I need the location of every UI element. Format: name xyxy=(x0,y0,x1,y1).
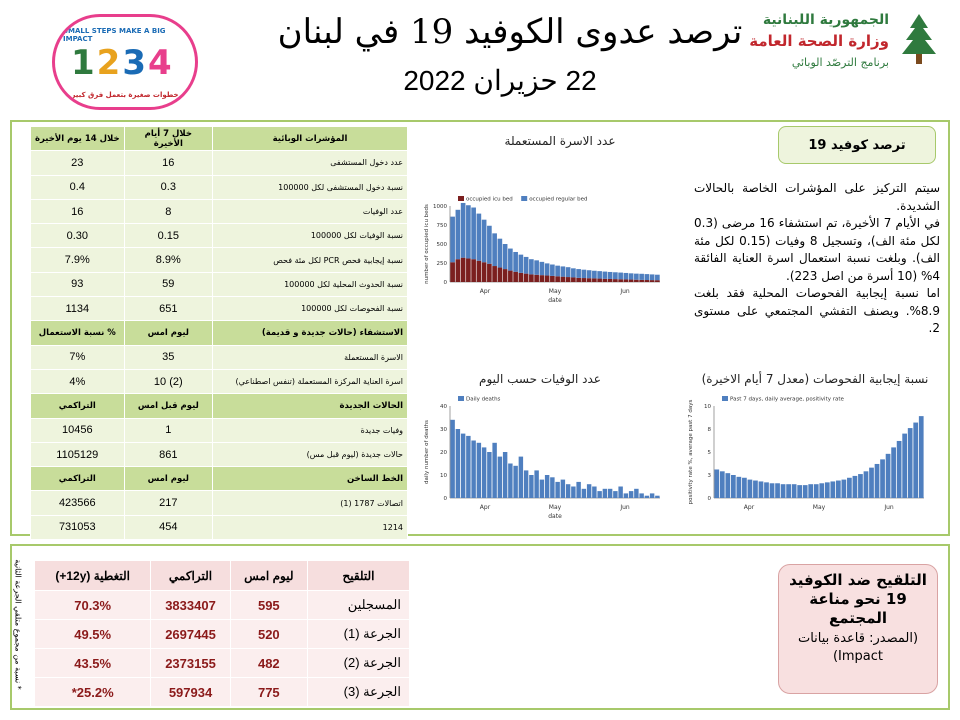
bar xyxy=(545,263,550,275)
bar xyxy=(561,480,565,498)
bar xyxy=(847,478,852,498)
cedar-icon xyxy=(894,12,944,68)
bar xyxy=(482,220,487,263)
tick-label: Jun xyxy=(884,504,894,511)
bar xyxy=(582,278,587,282)
table-row: المسجلين 595 3833407 70.3% xyxy=(35,591,410,620)
bar xyxy=(624,493,628,498)
hospital-header-row: الاستشفاء (حالات جديدة و قديمة) ليوم امس % نسبة الاستعمال xyxy=(31,321,408,345)
bar xyxy=(797,485,802,498)
indicators-table xyxy=(30,126,408,540)
report-date: 22 حزيران 2022 xyxy=(403,65,597,96)
bar xyxy=(503,452,507,498)
bar xyxy=(513,272,518,282)
col-indicator: المؤشرات الوبائية xyxy=(213,127,408,151)
tick-label: Apr xyxy=(479,288,491,295)
bar xyxy=(759,481,764,498)
bar xyxy=(508,249,513,271)
bar xyxy=(639,280,644,282)
bar xyxy=(471,441,475,499)
bar xyxy=(618,273,623,280)
tick-label: Jun xyxy=(620,504,630,511)
bar xyxy=(477,214,482,261)
bar xyxy=(618,487,622,499)
tick-label: 40 xyxy=(440,404,447,410)
bar xyxy=(639,493,643,498)
bar xyxy=(608,489,612,498)
bar xyxy=(503,244,508,269)
bar xyxy=(487,264,492,282)
table-row: اتصالات 1787 (1) 217 423566 xyxy=(31,491,408,515)
bar xyxy=(634,274,639,280)
bar xyxy=(534,275,539,282)
bar xyxy=(519,457,523,498)
bar xyxy=(540,262,545,275)
tick-label: 8 xyxy=(707,427,711,433)
bar xyxy=(624,273,629,279)
bar xyxy=(456,429,460,498)
bar xyxy=(576,278,581,282)
new-cases-header-row: الحالات الجديدة ليوم قبل امس التراكمي xyxy=(31,394,408,418)
tick-label: 0 xyxy=(443,496,447,502)
bar xyxy=(487,226,492,264)
bar xyxy=(634,280,639,282)
bar xyxy=(456,259,461,282)
bar xyxy=(608,279,613,282)
deaths-chart-title: عدد الوفيات حسب اليوم xyxy=(479,372,601,386)
bar xyxy=(513,466,517,498)
bar xyxy=(650,280,655,282)
tick-label: 0 xyxy=(443,280,447,286)
bar xyxy=(919,416,924,498)
bar xyxy=(540,480,544,498)
campaign-digits: 1234 xyxy=(71,43,174,83)
table-row: وفيات جديدة 1 10456 xyxy=(31,418,408,442)
bar xyxy=(571,277,576,282)
bar xyxy=(597,491,601,498)
summary-paragraph: سيتم التركيز على المؤشرات الخاصة بالحالات الشديدة. xyxy=(694,181,940,213)
bar xyxy=(592,278,597,282)
tick-label: 3 xyxy=(707,473,711,479)
bar xyxy=(629,280,634,282)
page-title: ترصد عدوى الكوفيد 19 في لبنان xyxy=(277,12,743,52)
bar xyxy=(650,274,655,280)
x-axis-label: date xyxy=(548,513,562,520)
bar xyxy=(655,496,659,498)
table-row: الجرعة (2) 482 2373155 43.5% xyxy=(35,649,410,678)
bar xyxy=(737,477,742,498)
vaccination-table xyxy=(34,560,410,707)
bar xyxy=(603,272,608,279)
bar xyxy=(869,468,874,498)
bar xyxy=(513,252,518,272)
table-row: 1214 454 731053 xyxy=(31,515,408,539)
bar xyxy=(492,443,496,498)
bar xyxy=(545,475,549,498)
bar xyxy=(529,259,534,274)
bar xyxy=(650,493,654,498)
bar xyxy=(645,274,650,280)
bar xyxy=(582,489,586,498)
bar xyxy=(571,268,576,277)
bar xyxy=(587,484,591,498)
bar xyxy=(613,279,618,282)
bar xyxy=(555,482,559,498)
bar xyxy=(645,280,650,282)
bar xyxy=(618,279,623,282)
tick-label: 750 xyxy=(436,223,447,229)
bar xyxy=(645,496,649,498)
table-row: نسبة الحدوث المحلية لكل 100000 59 93 xyxy=(31,272,408,296)
bar xyxy=(770,483,775,498)
bar xyxy=(466,258,471,282)
ministry-program: برنامج الترصّد الوبائي xyxy=(791,56,889,69)
hotline-header-row: الخط الساخن ليوم امس التراكمي xyxy=(31,467,408,491)
legend-swatch xyxy=(722,396,728,401)
table-row: عدد الوفيات 8 16 xyxy=(31,199,408,223)
bar xyxy=(714,469,719,498)
tick-label: 250 xyxy=(436,261,447,267)
bar xyxy=(587,278,592,282)
bar xyxy=(550,265,555,276)
bar xyxy=(450,262,455,282)
bar xyxy=(587,270,592,278)
y-axis-label: daily number of deaths xyxy=(424,420,430,484)
campaign-slogan-ar: خطوات صغيرة بتعمل فرق كبير xyxy=(71,91,179,99)
bar xyxy=(529,475,533,498)
bar xyxy=(545,276,550,282)
bar xyxy=(908,428,913,498)
bar xyxy=(608,272,613,279)
bar xyxy=(592,487,596,499)
bar xyxy=(498,457,502,498)
bar xyxy=(786,484,791,498)
bar xyxy=(842,480,847,498)
vaccination-footnote: * نسبة من مجموع متلقي الجرعة الثانية xyxy=(13,559,23,690)
beds-chart-title: عدد الاسرة المستعملة xyxy=(504,134,616,148)
bar xyxy=(897,441,902,498)
bar xyxy=(886,454,891,498)
col-14days: خلال 14 يوم الأخيرة xyxy=(31,127,125,151)
bar xyxy=(477,443,481,498)
bar xyxy=(524,257,529,274)
summary-title: ترصد كوفيد 19 xyxy=(778,126,936,164)
bar xyxy=(858,474,863,498)
bar xyxy=(461,434,465,498)
bar xyxy=(524,274,529,282)
y-axis-label: positivity rate %, average past 7 days xyxy=(688,399,694,505)
legend-label: Past 7 days, daily average, positivity rate xyxy=(730,396,844,403)
bar xyxy=(482,447,486,498)
bar xyxy=(498,268,503,282)
ministry-name: وزارة الصحة العامة xyxy=(749,32,889,50)
tick-label: Apr xyxy=(479,504,491,511)
tick-label: 500 xyxy=(436,242,447,248)
bar xyxy=(576,269,581,278)
bar xyxy=(803,485,808,498)
vaccination-box-source: (المصدر: قاعدة بيانات Impact) xyxy=(797,631,919,664)
bar xyxy=(603,279,608,282)
bar xyxy=(492,266,497,282)
summary-text xyxy=(694,180,940,338)
table-row: عدد دخول المستشفى 16 23 xyxy=(31,151,408,175)
bar xyxy=(503,269,508,282)
tick-label: May xyxy=(812,504,826,511)
col-7days: خلال 7 أيام الأخيرة xyxy=(124,127,212,151)
bar xyxy=(534,260,539,274)
bar xyxy=(597,279,602,282)
bar xyxy=(624,279,629,282)
bar xyxy=(720,471,725,498)
table-row: الاسرة المستعملة 35 7% xyxy=(31,345,408,369)
bar xyxy=(880,459,885,498)
x-axis-label: date xyxy=(548,297,562,304)
legend-swatch xyxy=(521,196,527,201)
summary-paragraph: اما نسبة إيجابية الفحوصات المحلية فقد بلغت 8.9%. ويصنف التفشي المجتمعي على مستوى 2. xyxy=(694,286,940,335)
bar xyxy=(792,484,797,498)
tick-label: 1000 xyxy=(433,204,447,210)
bar xyxy=(571,487,575,499)
bar xyxy=(461,203,466,258)
tick-label: 5 xyxy=(707,450,711,456)
table-row: حالات جديدة (ليوم قبل مس) 861 1105129 xyxy=(31,442,408,466)
bar xyxy=(819,483,824,498)
bar xyxy=(613,491,617,498)
tick-label: 0 xyxy=(707,496,711,502)
tick-label: Jun xyxy=(620,288,630,295)
vaccination-summary-box xyxy=(778,564,938,694)
tick-label: 10 xyxy=(704,404,711,410)
bar xyxy=(597,271,602,278)
bar xyxy=(836,481,841,498)
bar xyxy=(582,270,587,278)
bar xyxy=(655,280,660,282)
bar xyxy=(555,266,560,277)
bar xyxy=(555,276,560,282)
bar xyxy=(466,205,471,258)
bar xyxy=(603,489,607,498)
bar xyxy=(902,434,907,498)
bar xyxy=(629,491,633,498)
campaign-slogan-en: SMALL STEPS MAKE A BIG IMPACT xyxy=(63,27,166,43)
bar xyxy=(461,258,466,282)
vaccination-header-row: التلقيح ليوم امس التراكمي التغطية (12y+) xyxy=(35,561,410,591)
bar xyxy=(781,484,786,498)
vaccination-box-title: التلقيح ضد الكوفيد 19 نحو مناعة المجتمع xyxy=(789,571,927,627)
ministry-country: الجمهورية اللبنانية xyxy=(762,12,889,28)
indicators-header-row xyxy=(31,127,408,151)
bar xyxy=(913,423,918,498)
campaign-logo xyxy=(52,14,198,110)
tick-label: 30 xyxy=(440,427,447,433)
bar xyxy=(477,261,482,282)
y-axis-label: number of occupied icu beds xyxy=(424,204,430,284)
bar xyxy=(775,483,780,498)
legend-swatch xyxy=(458,196,464,201)
tick-label: May xyxy=(548,288,562,295)
bar xyxy=(492,233,497,266)
bar xyxy=(466,436,470,498)
bar xyxy=(471,208,476,260)
bar xyxy=(519,273,524,282)
bar xyxy=(450,217,455,263)
tick-label: 20 xyxy=(440,450,447,456)
positivity-chart-title: نسبة إيجابية الفحوصات (معدل 7 أيام الاخيرة) xyxy=(701,372,929,386)
bar xyxy=(825,482,830,498)
bar xyxy=(498,239,503,268)
bar xyxy=(471,259,476,282)
legend-label: occupied regular bed xyxy=(529,196,588,203)
bar xyxy=(814,484,819,498)
ministry-logo xyxy=(744,10,944,80)
bar xyxy=(613,272,618,279)
legend-swatch xyxy=(458,396,464,401)
table-row: نسبة إيجابية فحص PCR لكل مئة فحص 8.9% 7.9% xyxy=(31,248,408,272)
bar xyxy=(592,271,597,279)
table-row: الجرعة (3) 775 597934 25.2%* xyxy=(35,678,410,707)
bar xyxy=(524,470,528,498)
bar xyxy=(566,484,570,498)
bar xyxy=(725,473,730,498)
tick-label: 10 xyxy=(440,473,447,479)
bar xyxy=(550,477,554,498)
bar xyxy=(853,476,858,498)
legend-label: occupied icu bed xyxy=(466,196,513,203)
bar xyxy=(487,452,491,498)
bar xyxy=(508,464,512,499)
bar xyxy=(875,464,880,498)
summary-paragraph: في الأيام 7 الأخيرة، تم استشفاء 16 مرضى (0.3 لكل مئة الف)، وتسجيل 8 وفيات (0.15 لكل مئة الف). وبلغت نسبة استعمال اسرة العناية الفائقة 4% (10 أسرة من اصل 223). xyxy=(694,216,941,283)
beds-chart xyxy=(420,192,670,322)
table-row: نسبة الفحوصات لكل 100000 651 1134 xyxy=(31,297,408,321)
bar xyxy=(742,478,747,498)
bar xyxy=(529,274,534,282)
deaths-chart xyxy=(420,392,670,532)
bar xyxy=(864,471,869,498)
table-row: الجرعة (1) 520 2697445 49.5% xyxy=(35,620,410,649)
bar xyxy=(519,255,524,273)
table-row: نسبة دخول المستشفى لكل 100000 0.3 0.4 xyxy=(31,175,408,199)
bar xyxy=(808,484,813,498)
bar xyxy=(540,275,545,282)
bar xyxy=(566,277,571,282)
legend-label: Daily deaths xyxy=(466,396,501,403)
bar xyxy=(830,481,835,498)
bar xyxy=(891,447,896,498)
bar xyxy=(450,420,454,498)
bar xyxy=(753,481,758,498)
bar xyxy=(731,475,736,498)
positivity-chart xyxy=(684,392,934,532)
bar xyxy=(550,276,555,282)
bar xyxy=(655,275,660,280)
bar xyxy=(576,482,580,498)
bar xyxy=(508,271,513,282)
bar xyxy=(456,210,461,259)
tick-label: Apr xyxy=(743,504,755,511)
table-row: نسبة الوفيات لكل 100000 0.15 0.30 xyxy=(31,224,408,248)
bar xyxy=(566,267,571,277)
bar xyxy=(639,274,644,280)
bar xyxy=(748,480,753,498)
bar xyxy=(482,262,487,282)
bar xyxy=(629,273,634,279)
table-row: اسرة العناية المركزة المستعملة (تنفس اصطناعي) (2) 10 4% xyxy=(31,369,408,393)
bar xyxy=(534,470,538,498)
bar xyxy=(561,277,566,282)
bar xyxy=(634,489,638,498)
bar xyxy=(561,266,566,276)
tick-label: May xyxy=(548,504,562,511)
bar xyxy=(764,482,769,498)
